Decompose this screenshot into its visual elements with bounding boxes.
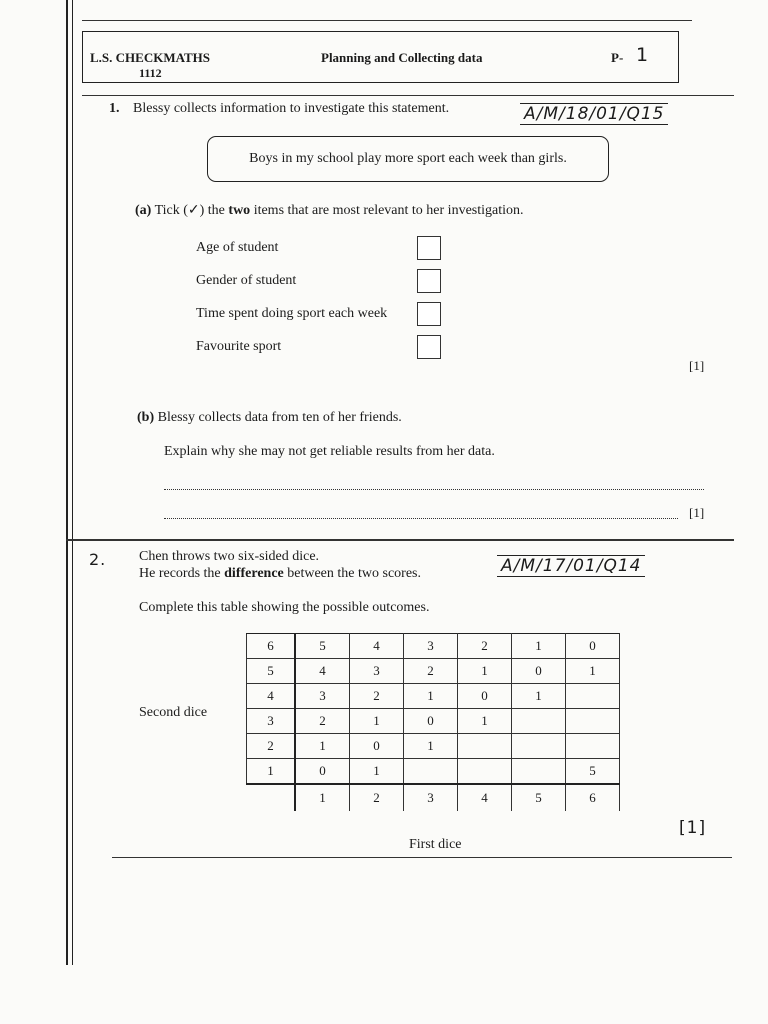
table-cell: 3 bbox=[295, 684, 350, 709]
table-cell: 4 bbox=[295, 659, 350, 684]
table-cell: 0 bbox=[350, 734, 404, 759]
option-favourite-sport: Favourite sport bbox=[196, 339, 282, 354]
empty-cell[interactable] bbox=[566, 734, 620, 759]
table-cell: 0 bbox=[458, 684, 512, 709]
q1a-text-bold: two bbox=[228, 203, 251, 218]
q2-line-2b: between the two scores. bbox=[287, 566, 421, 581]
column-label-row bbox=[247, 784, 620, 811]
q1b-question: Explain why she may not get reliable results from her data. bbox=[164, 444, 495, 459]
table-cell: 5 bbox=[566, 759, 620, 785]
q2-number: 2. bbox=[89, 550, 107, 569]
answer-line-2[interactable] bbox=[164, 518, 678, 519]
table-cell: 2 bbox=[350, 684, 404, 709]
page-label: P- bbox=[611, 50, 624, 65]
table-cell: 1 bbox=[350, 709, 404, 734]
table-cell: 2 bbox=[295, 709, 350, 734]
q2-line-2 bbox=[139, 566, 421, 582]
margin-line-inner bbox=[72, 0, 73, 965]
question-divider bbox=[66, 539, 734, 541]
q1a-prompt bbox=[135, 202, 524, 219]
q1a-text-2: items that are most relevant to her investigation. bbox=[253, 203, 524, 218]
option-age: Age of student bbox=[196, 240, 279, 255]
school-name: L.S. CHECKMATHS bbox=[90, 50, 211, 65]
table-cell: 0 bbox=[404, 709, 458, 734]
table-cell: 1 bbox=[512, 684, 566, 709]
table-cell: 0 bbox=[512, 659, 566, 684]
column-label: 1 bbox=[295, 784, 350, 811]
checkbox-age[interactable] bbox=[417, 236, 441, 260]
table-cell: 1 bbox=[350, 759, 404, 785]
table-cell: 1 bbox=[295, 734, 350, 759]
table-row bbox=[247, 734, 620, 759]
empty-cell[interactable] bbox=[458, 759, 512, 785]
table-cell: 3 bbox=[350, 659, 404, 684]
q2-line-1: Chen throws two six-sided dice. bbox=[139, 549, 320, 564]
table-row bbox=[247, 684, 620, 709]
table-cell: 1 bbox=[566, 659, 620, 684]
column-label: 5 bbox=[512, 784, 566, 811]
row-label: 4 bbox=[247, 684, 296, 709]
checkbox-gender[interactable] bbox=[417, 269, 441, 293]
statement-box bbox=[207, 136, 609, 182]
table-cell: 1 bbox=[404, 684, 458, 709]
table-cell: 3 bbox=[404, 634, 458, 659]
table-cell: 2 bbox=[404, 659, 458, 684]
table-row bbox=[247, 759, 620, 785]
empty-cell[interactable] bbox=[566, 684, 620, 709]
q1-number: 1. bbox=[109, 101, 120, 116]
checkbox-favourite-sport[interactable] bbox=[417, 335, 441, 359]
top-rule bbox=[82, 20, 692, 21]
header-rule bbox=[82, 95, 734, 96]
outcome-table bbox=[246, 633, 620, 811]
table-row bbox=[247, 634, 620, 659]
page-title: Planning and Collecting data bbox=[321, 50, 483, 65]
q2-line-2-bold: difference bbox=[224, 566, 284, 581]
q2-line-2a: He records the bbox=[139, 566, 221, 581]
table-cell: 0 bbox=[566, 634, 620, 659]
table-cell: 2 bbox=[458, 634, 512, 659]
q2-instruction: Complete this table showing the possible outcomes. bbox=[139, 600, 430, 615]
row-label: 3 bbox=[247, 709, 296, 734]
row-label: 5 bbox=[247, 659, 296, 684]
margin-line-outer bbox=[66, 0, 68, 965]
empty-cell[interactable] bbox=[512, 759, 566, 785]
empty-cell[interactable] bbox=[512, 709, 566, 734]
first-dice-label: First dice bbox=[409, 837, 462, 852]
option-time-spent: Time spent doing sport each week bbox=[196, 306, 388, 321]
table-cell: 4 bbox=[350, 634, 404, 659]
table-cell: 1 bbox=[512, 634, 566, 659]
checkbox-time-spent[interactable] bbox=[417, 302, 441, 326]
statement-text: Boys in my school play more sport each week than girls. bbox=[249, 151, 567, 166]
row-label: 2 bbox=[247, 734, 296, 759]
paper-code: 1112 bbox=[139, 66, 162, 80]
header-box bbox=[82, 31, 679, 83]
row-label: 6 bbox=[247, 634, 296, 659]
q1a-marks: [1] bbox=[689, 358, 705, 373]
q2-reference: A/M/17/01/Q14 bbox=[497, 555, 645, 577]
answer-line-1[interactable] bbox=[164, 489, 704, 490]
second-dice-label: Second dice bbox=[139, 705, 208, 720]
q1-reference: A/M/18/01/Q15 bbox=[520, 103, 668, 125]
table-cell: 5 bbox=[295, 634, 350, 659]
q1a-label: (a) bbox=[135, 203, 152, 218]
q1-intro: Blessy collects information to investigate this statement. bbox=[133, 101, 450, 116]
q1b-label: (b) bbox=[137, 410, 155, 425]
table-cell: 1 bbox=[458, 709, 512, 734]
table-row bbox=[247, 659, 620, 684]
row-label: 1 bbox=[247, 759, 296, 785]
table-cell: 0 bbox=[295, 759, 350, 785]
column-label: 2 bbox=[350, 784, 404, 811]
table-row bbox=[247, 709, 620, 734]
q1b-text bbox=[137, 410, 402, 426]
table-cell: 1 bbox=[404, 734, 458, 759]
option-gender: Gender of student bbox=[196, 273, 297, 288]
empty-cell[interactable] bbox=[458, 734, 512, 759]
q1a-text-1: Tick (✓) the bbox=[154, 203, 225, 218]
column-label: 6 bbox=[566, 784, 620, 811]
empty-cell[interactable] bbox=[404, 759, 458, 785]
corner-cell bbox=[247, 784, 296, 811]
q2-marks: [1] bbox=[679, 818, 707, 838]
bottom-rule bbox=[112, 857, 732, 858]
column-label: 3 bbox=[404, 784, 458, 811]
page-number: 1 bbox=[636, 44, 649, 66]
table-cell: 1 bbox=[458, 659, 512, 684]
empty-cell[interactable] bbox=[512, 734, 566, 759]
q1b-intro: Blessy collects data from ten of her friends. bbox=[157, 410, 402, 425]
q1b-marks: [1] bbox=[689, 505, 705, 520]
empty-cell[interactable] bbox=[566, 709, 620, 734]
column-label: 4 bbox=[458, 784, 512, 811]
